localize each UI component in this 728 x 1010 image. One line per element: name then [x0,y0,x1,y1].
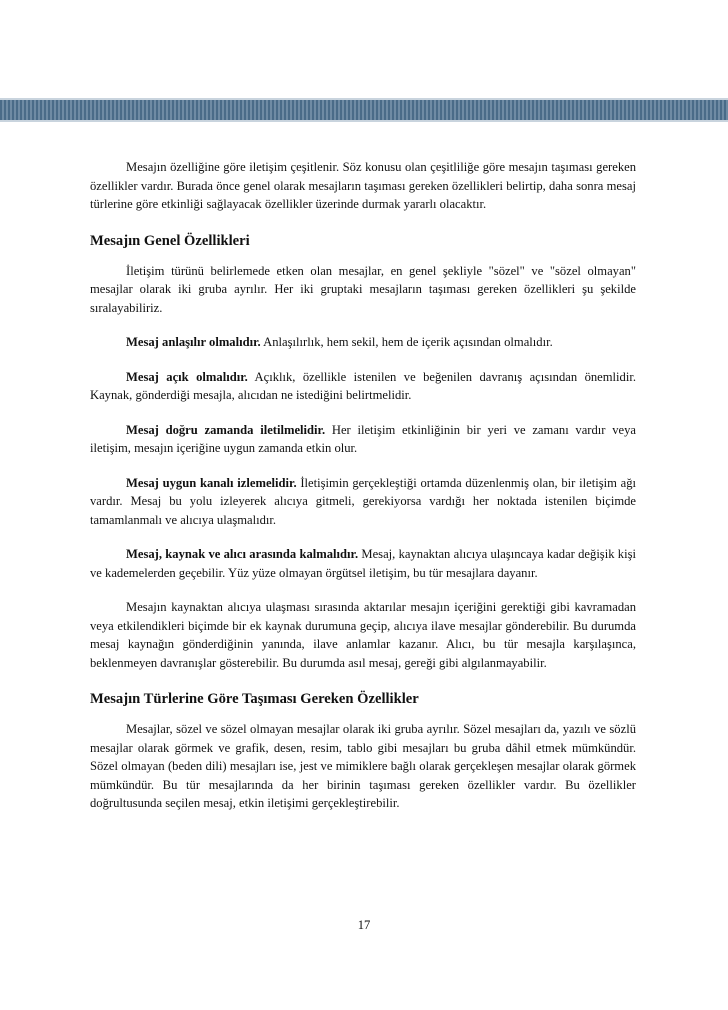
intro-paragraph: Mesajın özelliğine göre iletişim çeşitlenir. Söz konusu olan çeşitliliğe göre mesajın taşıması gereken özellikler vardır. Burada önce genel olarak mesajların taşıması gereken özellikleri belirtip, daha sonra mesaj türlerine göre etkinliği sağlayacak özellikler üzerinde durmak yararlı olacaktır. [90,160,636,211]
feature-paragraph-understandable [90,333,636,352]
feature-paragraph-channel [90,474,636,530]
feature-paragraph-source-receiver [90,545,636,582]
header-band [0,100,728,120]
feature-lead: Mesaj doğru zamanda iletilmelidir. [126,422,326,437]
feature-lead: Mesaj açık olmalıdır. [126,369,248,384]
page-number: 17 [357,918,371,932]
section1-closing-paragraph: Mesajın kaynaktan alıcıya ulaşması sırasında aktarılar mesajın içeriğini gerektiği gibi kavramadan veya etkilendikleri biçimde bir ek kaynak durumuna geçip, alıcıya ilave mesajlar gönderebilir. Bu durumda mesaj kaynağın gönderdiğinin yanında, ilave anlamlar kazanır. Alıcı, bu tür mesajla karşılaşınca, beklenmeyen davranışlar gösterebilir. Bu durumda asıl mesaj, gereği gibi algılanmayabilir. [90,600,636,670]
feature-text: Her iletişim etkinliğinin bir yeri ve zamanı vardır veya iletişim, mesajın içeriğine uygun zamanda etkin olur. [90,422,636,455]
feature-lead: Mesaj anlaşılır olmalıdır. [126,335,261,349]
section2-paragraph: Mesajlar, sözel ve sözel olmayan mesajlar olarak iki gruba ayrılır. Sözel mesajları da, yazılı ve sözlü mesajlar olarak görmek ve grafik, desen, resim, tablo gibi mesajları bu gruba dâhil etmek mümkündür. Sözel olmayan (beden dili) mesajları ise, jest ve mimiklere bağlı olarak gerçekleşen mesajlar olarak görmek mümkündür. Bu tür mesajlarında da her birinin taşıması gereken özellikler vardır. Bu özellikler doğrultusunda seçilen mesaj, etkin iletişimi gerçekleştirebilir. [90,722,636,810]
feature-text: İletişimin gerçekleştiği ortamda düzenlenmiş olan, bir iletişim ağı vardır. Mesaj bu yolu izleyerek alıcıya gitmeli, gerekiyorsa vardığı her noktada istenilen biçimde tamamlanmalı ve alıcıya ulaşmalıdır. [90,475,637,527]
section-heading-types: Mesajın Türlerine Göre Taşıması Gereken Özellikler [90,691,419,707]
section-heading-general: Mesajın Genel Özellikleri [90,232,250,249]
feature-paragraph-timing [90,421,636,458]
feature-text: Açıklık, özellikle istenilen ve beğenilen davranış açısından önemlidir. Kaynak, gönderdiği mesajla, alıcıdan ne istediğini belirtmelidir. [90,369,636,402]
feature-paragraph-clear [90,368,636,405]
section1-intro-paragraph: İletişim türünü belirlemede etken olan mesajlar, en genel şekliyle "sözel" ve "sözel olmayan" mesajlar olarak iki gruba ayrılır. Her iki gruptaki mesajların taşıması gereken özellikleri şu şekilde sıralayabiliriz. [90,263,636,315]
feature-text: Anlaşılırlık, hem sekil, hem de içerik açısından olmalıdır. [260,335,553,349]
feature-text: Mesaj, kaynaktan alıcıya ulaşıncaya kadar değişik kişi ve kademelerden geçebilir. Yüz yüze olmayan örgütsel iletişim, bu tür mesajlara dayanır. [90,547,636,580]
feature-lead: Mesaj, kaynak ve alıcı arasında kalmalıdır. [126,547,359,561]
page-content [90,158,636,813]
feature-lead: Mesaj uygun kanalı izlemelidir. [126,475,297,490]
